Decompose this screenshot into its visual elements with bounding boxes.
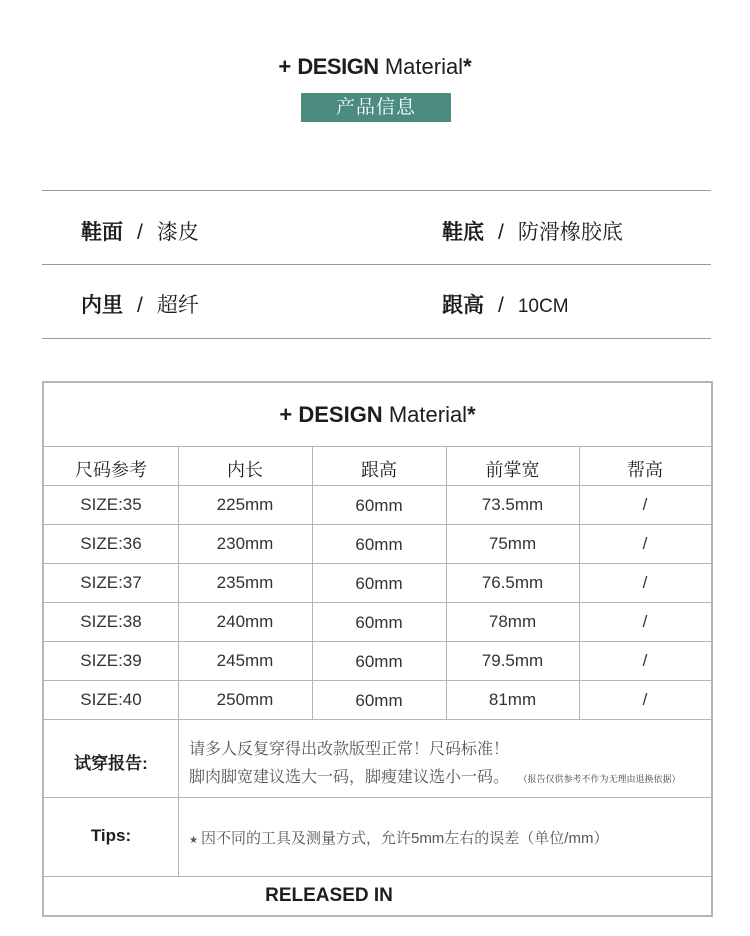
fit-report-line2 [189,764,681,787]
size-table [42,381,713,917]
row-divider [44,524,711,525]
info-key: 内里 [81,294,123,317]
heading-design: DESIGN [297,54,379,79]
info-value: 超纤 [156,294,199,317]
info-value: 漆皮 [156,221,199,244]
length-cell: 245mm [216,651,274,670]
row-divider [44,563,711,564]
heading-material: Material [384,54,464,79]
info-key: 跟高 [442,294,484,317]
table-title-star: * [467,402,476,427]
fit-report-label: 试穿报告: [74,754,148,773]
header-shaft-height: 帮高 [627,460,663,480]
table-title [44,383,711,446]
row-divider [44,485,711,486]
length-cell: 225mm [216,495,274,514]
size-cell: SIZE:36 [80,534,142,553]
row-divider [44,876,711,877]
size-cell: SIZE:39 [80,651,142,670]
fit-report-note: （报告仅供参考不作为无理由退换依据） [523,774,681,784]
header-inner-length: 内长 [227,460,263,480]
tips-text [189,827,608,848]
info-sep: / [498,294,504,317]
table-title-plus: + [279,402,293,427]
shaft-cell: / [642,495,648,514]
shaft-cell: / [642,690,648,709]
divider [42,264,711,265]
size-cell: SIZE:35 [80,495,142,514]
size-cell: SIZE:37 [80,573,142,592]
length-cell: 240mm [216,612,274,631]
info-upper [81,216,199,246]
info-sole [442,216,623,246]
heel-cell: 60mm [355,613,403,632]
heading-plus: + [278,54,292,79]
size-cell: SIZE:38 [80,612,142,631]
star-icon: ★ [189,835,198,846]
shaft-cell: / [642,612,648,631]
divider [42,190,711,191]
product-info-badge: 产品信息 [301,93,451,122]
shaft-cell: / [642,651,648,670]
info-key: 鞋底 [442,221,484,244]
info-key: 鞋面 [81,221,123,244]
row-divider [44,719,711,720]
design-material-heading [0,54,750,80]
heel-cell: 60mm [355,691,403,710]
info-heel [442,289,569,319]
row-divider [44,641,711,642]
row-divider [44,797,711,798]
fit-report-advice: 脚肉脚宽建议选大一码，脚瘦建议选小一码。 [189,769,510,786]
width-cell: 81mm [488,690,537,709]
size-cell: SIZE:40 [80,690,142,709]
heel-cell: 60mm [355,496,403,515]
tips-label: Tips: [90,826,132,845]
info-sep: / [498,221,504,244]
info-sep: / [137,294,143,317]
row-divider [44,680,711,681]
heel-cell: 60mm [355,535,403,554]
info-value: 防滑橡胶底 [517,221,623,244]
width-cell: 78mm [488,612,537,631]
info-lining [81,289,199,319]
width-cell: 79.5mm [481,651,544,670]
width-cell: 76.5mm [481,573,544,592]
table-title-material: Material [388,402,468,427]
width-cell: 73.5mm [481,495,544,514]
width-cell: 75mm [488,534,537,553]
length-cell: 235mm [216,573,274,592]
info-value: 10CM [517,296,569,317]
row-divider [44,446,711,447]
row-divider [44,602,711,603]
table-title-design: DESIGN [298,402,383,427]
divider [42,338,711,339]
info-sep: / [137,221,143,244]
shaft-cell: / [642,573,648,592]
header-heel-height: 跟高 [361,460,397,480]
heel-cell: 60mm [355,652,403,671]
header-size: 尺码参考 [75,460,147,480]
shaft-cell: / [642,534,648,553]
heel-cell: 60mm [355,574,403,593]
length-cell: 230mm [216,534,274,553]
header-forefoot-width: 前掌宽 [485,460,540,480]
released-in-label: RELEASED IN [265,885,393,906]
length-cell: 250mm [216,690,274,709]
tips-content: 因不同的工具及测量方式，允许5mm左右的误差（单位/mm） [200,830,609,847]
fit-report-line1: 请多人反复穿得出改款版型正常！尺码标准！ [189,741,510,758]
heading-star: * [463,54,472,79]
